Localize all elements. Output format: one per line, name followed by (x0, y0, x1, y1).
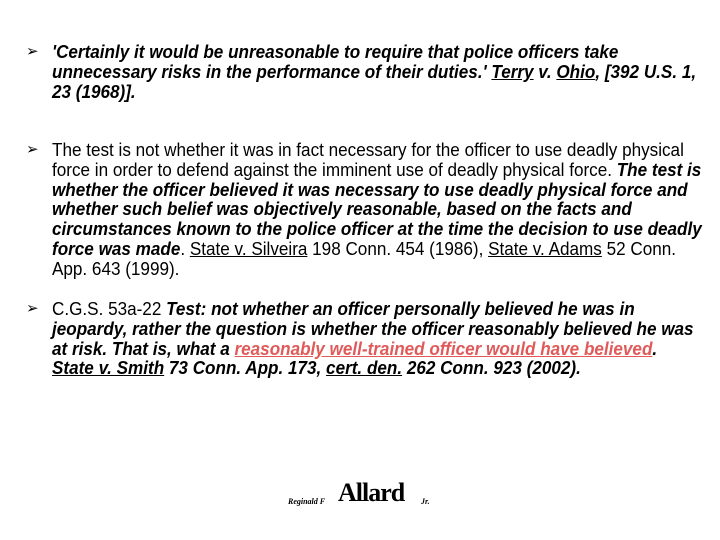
citation-text: , [392 U.S. 1, 23 (1968)]. (52, 60, 697, 102)
bullet-text (52, 42, 703, 101)
bullet-text (52, 140, 703, 279)
case-name-ohio: Ohio (556, 60, 596, 82)
emphasis-text: The test is whether the officer believed it was necessary to use deadly physical force and whether such belief was objectively reasonable, based on the facts and circumstances known to the police officer at the time the decision to use deadly force was made (52, 158, 702, 259)
signature-last-name: Allard (338, 478, 405, 507)
bullet-text (52, 299, 703, 378)
signature-first-name: Reginald F (288, 497, 326, 506)
period: . (180, 237, 190, 259)
case-name-adams: State v. Adams (488, 237, 602, 259)
case-name-smith: State v. Smith (52, 357, 165, 379)
quote-text: 'Certainly it would be unreasonable to require that police officers take unnecessary risks in the performance of their duties.' (52, 41, 619, 82)
arrow-bullet-icon: ➢ (26, 141, 39, 158)
test-text: Test: not whether an officer personally believed he was in jeopardy, rather the question is whether the officer reasonably believed he was at risk. That is, what a (52, 298, 694, 359)
intro-text: The test is not whether it was in fact necessary for the officer to use deadly physical force in order to defend against the imminent use of deadly physical force. (52, 139, 684, 180)
arrow-bullet-icon: ➢ (26, 43, 39, 60)
citation-silveira: 198 Conn. 454 (1986), (307, 237, 489, 259)
cert-den: cert. den. (326, 357, 403, 379)
bullet-cgs-53a-22 (26, 299, 706, 378)
citation-smith: 73 Conn. App. 173, (164, 357, 327, 379)
bullet-test-standard (26, 140, 706, 279)
signature-suffix: Jr. (421, 497, 430, 506)
citation-cert: 262 Conn. 923 (2002). (402, 357, 581, 379)
case-v: v. (533, 60, 557, 82)
citation-adams: 52 Conn. App. 643 (1999). (52, 237, 677, 279)
statute-ref: C.G.S. 53a-22 (52, 298, 167, 319)
bullet-terry-v-ohio (26, 42, 706, 101)
case-name-terry: Terry (491, 60, 534, 82)
signature-logo (283, 478, 453, 518)
arrow-bullet-icon: ➢ (26, 300, 39, 317)
period: . (652, 337, 658, 359)
case-name-silveira: State v. Silveira (189, 237, 308, 259)
highlight-text: reasonably well-trained officer would have believed (234, 337, 653, 359)
